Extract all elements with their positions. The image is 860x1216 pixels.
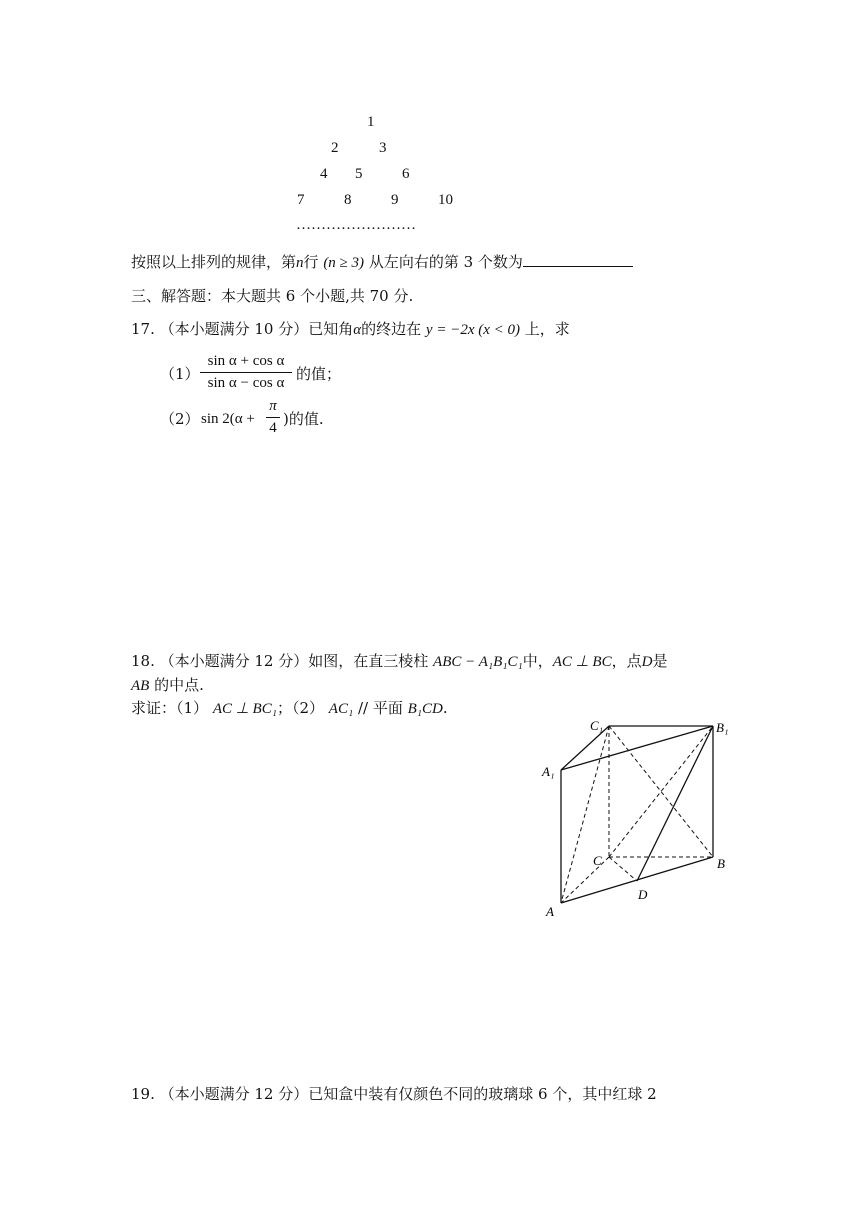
q17-part2-label: （2） xyxy=(160,410,200,428)
q18-ab: AB xyxy=(131,678,150,694)
label-c1: C₁ xyxy=(590,718,604,733)
q18-line1 xyxy=(131,651,667,672)
q17-part2-fraction xyxy=(266,398,280,437)
edge-db1 xyxy=(637,726,713,881)
label-a1: A₁ xyxy=(542,764,555,779)
fraction-bar xyxy=(266,417,280,418)
triangle-number: 7 xyxy=(297,192,305,208)
q16-prefix: 按照以上排列的规律，第 xyxy=(131,253,297,271)
q17-part1-label: （1） xyxy=(160,365,200,383)
q16-line xyxy=(131,252,633,273)
label-c: C xyxy=(593,853,602,868)
triangle-number: 3 xyxy=(379,140,387,156)
q17-part1-fraction xyxy=(200,353,292,392)
prism-figure xyxy=(530,712,750,927)
q18-prove xyxy=(131,698,448,719)
q18-line2-b: 的中点. xyxy=(154,676,204,694)
q18-prove-label: 求证：（1） xyxy=(131,699,209,717)
edge-a1b1 xyxy=(561,726,713,770)
q17-part2-numerator: π xyxy=(269,398,277,414)
q16-mid: 行 xyxy=(303,253,319,271)
triangle-number: 1 xyxy=(367,114,375,130)
q17-part1-denominator: sin α − cos α xyxy=(207,375,285,391)
triangle-dots: …………………… xyxy=(296,217,416,233)
q17-stem-a: 17. （本小题满分 10 分）已知角 xyxy=(131,320,354,338)
triangle-number: 10 xyxy=(438,192,453,208)
q18-point-d: D xyxy=(641,654,653,670)
q18-line1-b: 中， xyxy=(522,652,553,670)
q18-prove2-c: B₁CD xyxy=(407,701,443,717)
q18-line1-d: 是 xyxy=(652,652,668,670)
edge-c1a xyxy=(561,726,609,903)
label-d: D xyxy=(638,887,648,902)
q18-prism: ABC − A₁B₁C₁ xyxy=(433,654,523,670)
triangle-number: 6 xyxy=(402,166,410,182)
label-b1: B₁ xyxy=(716,720,729,735)
q18-prove2-a: AC₁ xyxy=(328,701,354,717)
q16-answer-blank[interactable] xyxy=(523,252,633,267)
q18-prove-mid: ；（2） xyxy=(276,699,324,717)
q17-stem-b: 的终边在 xyxy=(361,320,422,338)
triangle-number: 9 xyxy=(391,192,399,208)
fraction-bar xyxy=(200,372,292,373)
q17-stem-c: 上，求 xyxy=(524,320,570,338)
section-heading: 三、解答题：本大题共 6 个小题,共 70 分. xyxy=(131,287,414,305)
q17-part1-suffix: 的值； xyxy=(296,365,342,383)
q18-prove1: AC ⊥ BC₁ xyxy=(212,701,277,717)
q17-alpha: α xyxy=(353,322,362,338)
q17-part1-numerator: sin α + cos α xyxy=(207,353,285,369)
triangle-number: 4 xyxy=(320,166,328,182)
q18-line1-a: 18. （本小题满分 12 分）如图，在直三棱柱 xyxy=(131,652,429,670)
q18-line2 xyxy=(131,675,204,696)
q16-suffix: 从左向右的第 3 个数为 xyxy=(368,253,523,271)
edge-cd xyxy=(609,857,637,881)
triangle-number: 5 xyxy=(355,166,363,182)
q16-n: n xyxy=(296,255,304,271)
q18-prove2-b: // 平面 xyxy=(357,699,403,717)
label-a: A xyxy=(546,904,554,919)
triangle-number: 2 xyxy=(331,140,339,156)
q17-part2-expr: sin 2(α + xyxy=(201,411,255,427)
q16-condition: (n ≥ 3) xyxy=(323,255,365,271)
q17-stem xyxy=(131,319,570,340)
q18-line1-c: ，点 xyxy=(611,652,642,670)
q18-perp: AC ⊥ BC xyxy=(552,654,612,670)
q17-line-equation: y = −2x (x < 0) xyxy=(425,322,521,338)
triangle-number: 8 xyxy=(344,192,352,208)
q18-prove2-end: . xyxy=(442,699,448,717)
q17-part2-denominator: 4 xyxy=(269,420,277,436)
q17-part2-suffix: )的值. xyxy=(283,410,324,428)
q19-line: 19. （本小题满分 12 分）已知盒中装有仅颜色不同的玻璃球 6 个，其中红球 2 xyxy=(131,1085,657,1103)
label-b: B xyxy=(717,856,725,871)
